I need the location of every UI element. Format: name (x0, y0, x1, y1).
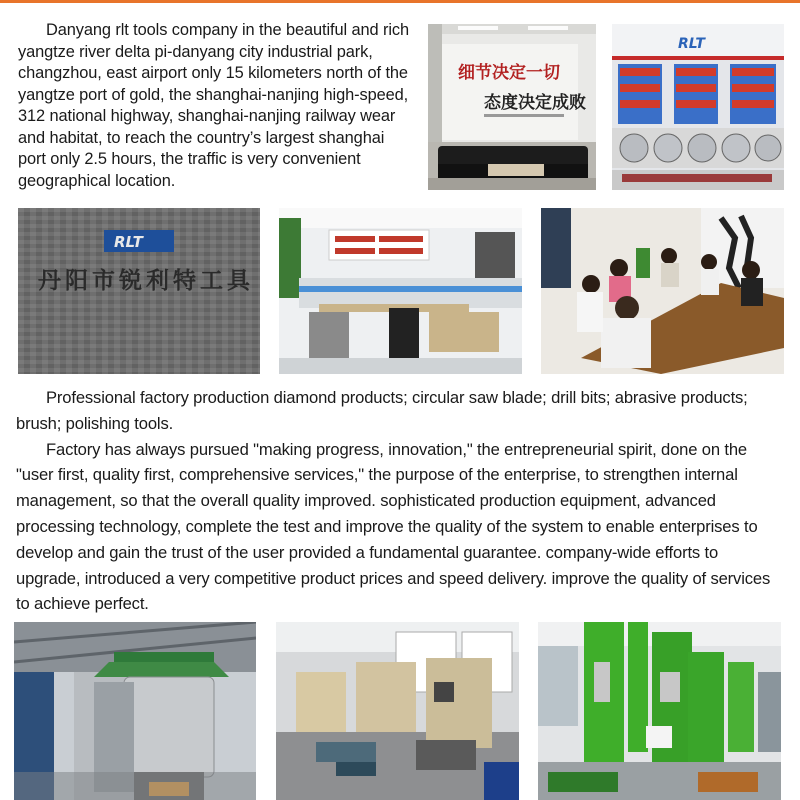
company-intro-text: Danyang rlt tools company in the beautiful and rich yangtze river delta pi-danyang city industrial park, changzhou, east airport only 15 kilometers north of the yangtze port of gold, the shanghai-nanjing high-speed, 312 national highway, shanghai-nanjing railway wear and habitat, to reach the country’s largest shanghai port only 2.5 hours, the traffic is very convenient geographical location. (18, 21, 409, 190)
sign-company-name: 丹阳市锐利特工具 (38, 267, 254, 294)
company-sign-photo (18, 208, 260, 374)
sign-logo: RLT (114, 233, 143, 251)
office-photo (279, 208, 522, 374)
lobby-slogan-2: 态度决定成败 (484, 93, 586, 113)
display-logo: RLT (678, 36, 705, 52)
philosophy-paragraph: Factory has always pursued "making progress, innovation," the entrepreneurial spirit, done on the "user first, quality first, comprehensive services," the purpose of the enterprise, to strengthen internal management, so that the overall quality improved. sophisticated production equipment, advanced processing technology, complete the test and improve the quality of the system to enable enterprises to develop and gain the trust of the user provided a fundamental guarantee. company-wide efforts to upgrade, introduced a very competitive product prices and speed delivery. improve the quality of services to achieve perfect. (16, 439, 771, 614)
body-text (16, 385, 786, 617)
factory-equipment-photo-2 (276, 622, 519, 800)
lobby-photo (428, 24, 596, 190)
product-display-photo (612, 24, 784, 190)
products-paragraph: Professional factory production diamond products; circular saw blade; drill bits; abrasive products; brush; polishing tools. (16, 388, 748, 433)
factory-equipment-photo-1 (14, 622, 256, 800)
meeting-room-photo (541, 208, 784, 374)
top-accent-bar (0, 0, 800, 3)
factory-equipment-photo-3 (538, 622, 781, 800)
lobby-slogan-1: 细节决定一切 (458, 63, 560, 83)
